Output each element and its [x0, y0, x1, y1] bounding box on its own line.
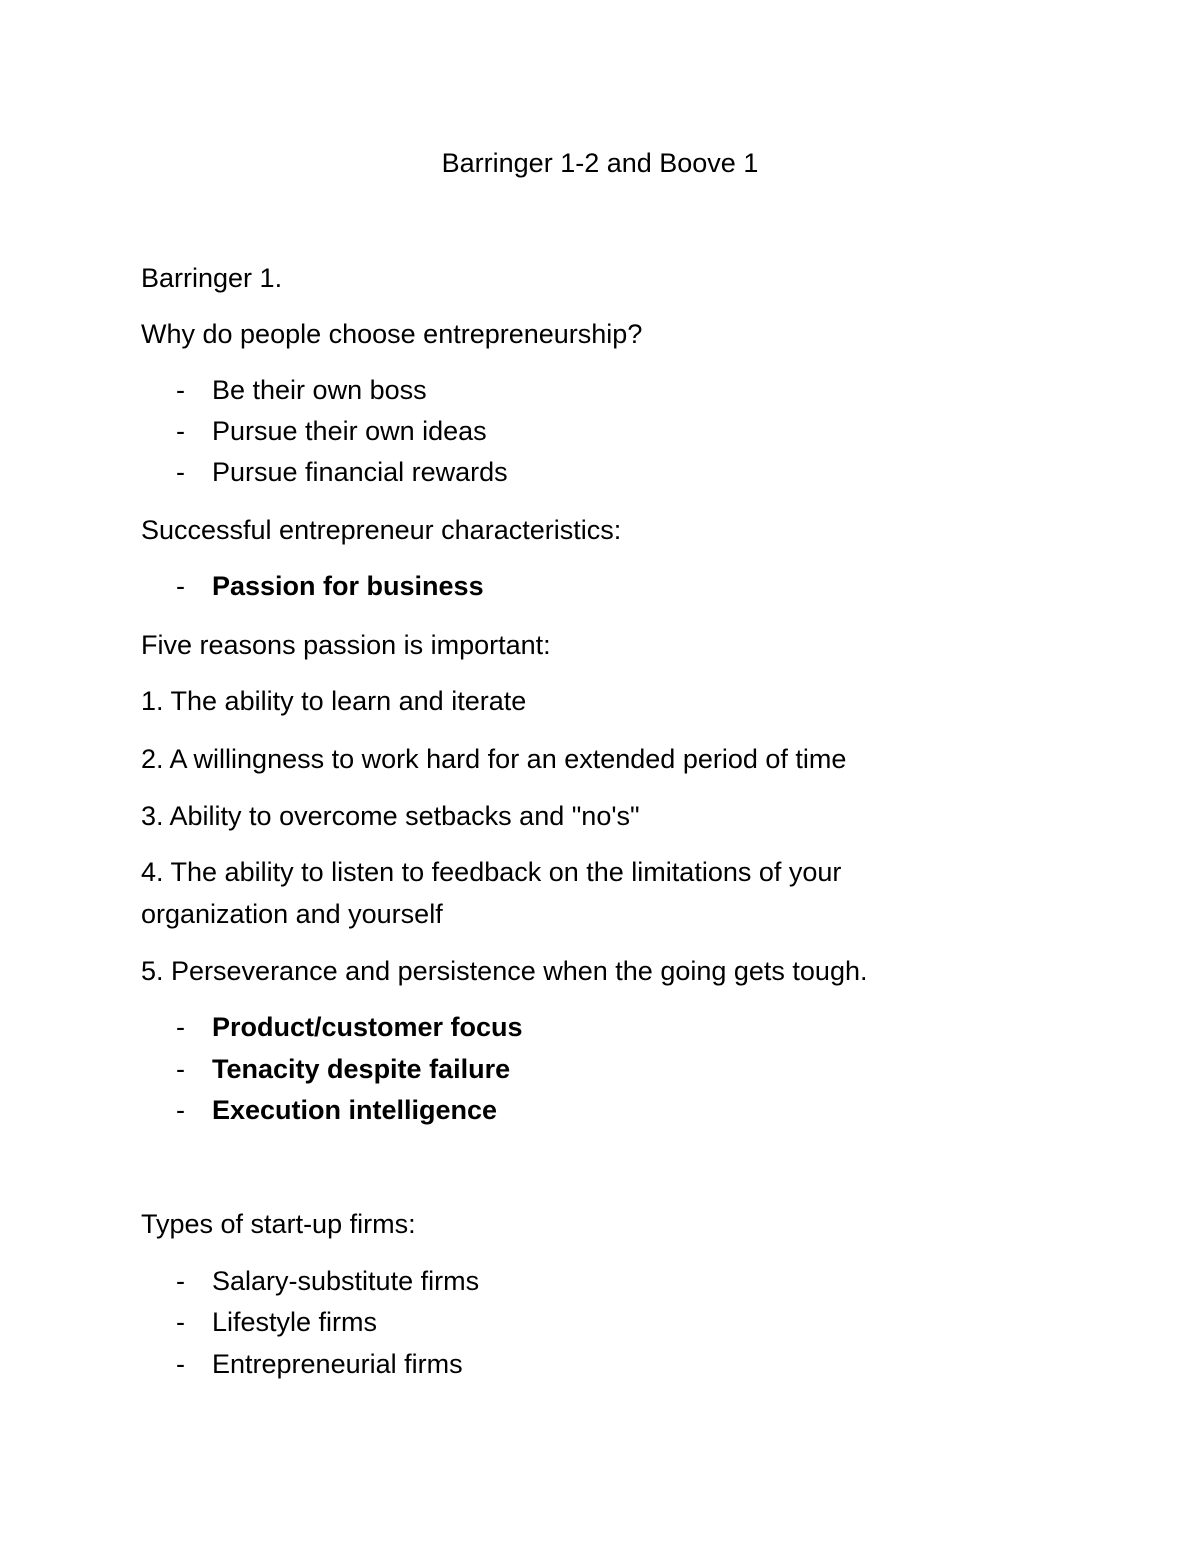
characteristics-heading: Successful entrepreneur characteristics:: [141, 515, 622, 545]
list-item-text: Passion for business: [212, 571, 484, 601]
list-item-text: Product/customer focus: [212, 1012, 523, 1042]
bullet-dash: -: [176, 416, 185, 446]
bullet-dash: -: [176, 375, 185, 405]
why-question: Why do people choose entrepreneurship?: [141, 319, 643, 349]
bullet-dash: -: [176, 457, 185, 487]
numbered-item: 5. Perseverance and persistence when the going gets tough.: [141, 956, 868, 986]
bullet-dash: -: [176, 1266, 185, 1296]
bullet-dash: -: [176, 1054, 185, 1084]
list-item: [176, 1347, 463, 1381]
list-item-text: Entrepreneurial firms: [212, 1349, 463, 1379]
bullet-dash: -: [176, 1307, 185, 1337]
list-item-text: Execution intelligence: [212, 1095, 498, 1125]
bullet-dash: -: [176, 1349, 185, 1379]
list-item: [176, 1264, 479, 1298]
list-item: [176, 1052, 510, 1086]
section-heading: Barringer 1.: [141, 263, 283, 293]
bullet-dash: -: [176, 1095, 185, 1125]
numbered-item-continuation: organization and yourself: [141, 899, 443, 929]
document-title: Barringer 1-2 and Boove 1: [441, 148, 759, 178]
startup-heading: Types of start-up firms:: [141, 1209, 416, 1239]
list-item-text: Pursue their own ideas: [212, 416, 487, 446]
bullet-dash: -: [176, 1012, 185, 1042]
list-item: [176, 1305, 377, 1339]
passion-heading: Five reasons passion is important:: [141, 630, 551, 660]
list-item: [176, 1093, 497, 1127]
list-item: [176, 455, 508, 489]
numbered-item: 2. A willingness to work hard for an extended period of time: [141, 744, 847, 774]
list-item: [176, 414, 487, 448]
numbered-item: 1. The ability to learn and iterate: [141, 686, 527, 716]
list-item-text: Tenacity despite failure: [212, 1054, 511, 1084]
list-item-text: Lifestyle firms: [212, 1307, 378, 1337]
list-item-text: Pursue financial rewards: [212, 457, 508, 487]
list-item: [176, 569, 484, 603]
bullet-dash: -: [176, 571, 185, 601]
list-item: [176, 1010, 523, 1044]
list-item-text: Be their own boss: [212, 375, 427, 405]
numbered-item: 3. Ability to overcome setbacks and "no's": [141, 801, 640, 831]
numbered-item: 4. The ability to listen to feedback on the limitations of your: [141, 857, 842, 887]
list-item: [176, 373, 427, 407]
list-item-text: Salary-substitute firms: [212, 1266, 480, 1296]
